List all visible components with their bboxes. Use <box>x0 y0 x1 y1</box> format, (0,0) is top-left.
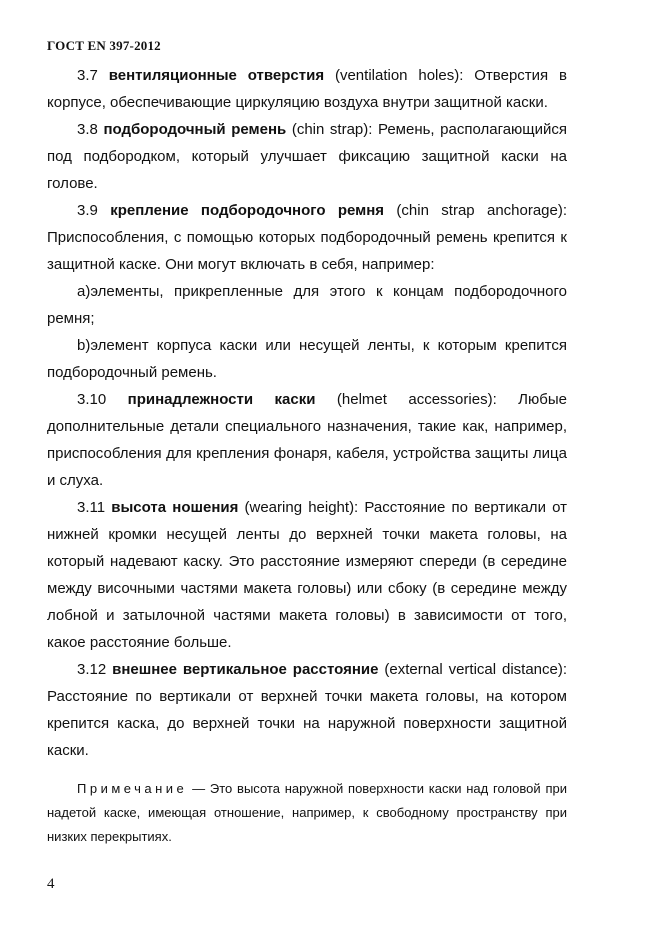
definition-text: (chin strap anchorage): Приспособления, с помощью которых подбородочный ремень крепится к защитной каске. Они могут включать в себя, например: <box>47 202 568 273</box>
definition-text: (helmet accessories): Любые дополнительные детали специального назначения, такие как, например, приспособления для крепления фонаря, кабеля, устройства защиты лица и слуха. <box>47 391 567 489</box>
definition-text: (external vertical distance): Расстояние по вертикали от верхней точки макета головы, на котором крепится каска, до верхней точки на наружной поверхности защитной каски. <box>47 661 568 759</box>
list-item-text: элемент корпуса каски или несущей ленты, к которым крепится подбородочный ремень. <box>47 337 567 381</box>
definition-term: внешнее вертикальное расстояние <box>112 661 379 678</box>
definition-3-10 <box>47 386 567 494</box>
definition-text: (wearing height): Расстояние по вертикали от нижней кромки несущей ленты до верхней точки макета головы, на который надевают каску. Это расстояние измеряют спереди (в середине между височными частями макета головы) или сбоку (в середине между лобной и затылочной частями макета головы) в зависимости от того, какое расстояние больше. <box>47 499 567 651</box>
definition-term: крепление подбородочного ремня <box>110 202 385 219</box>
page-number: 4 <box>47 876 55 892</box>
list-item-text: элементы, прикрепленные для этого к концам подбородочного ремня; <box>47 283 567 327</box>
definition-term: вентиляционные отверстия <box>108 67 325 84</box>
definition-text: (chin strap): Ремень, располагающийся под подбородком, который улучшает фиксацию защитной каски на голове. <box>47 121 568 192</box>
definition-number: 3.7 <box>77 67 98 84</box>
note-label: Примечание <box>77 781 188 796</box>
list-item-a <box>47 278 567 332</box>
note-text: — Это высота наружной поверхности каски над головой при надетой каске, имеющая отношение, например, к свободному пространству при низких перекрытиях. <box>47 781 567 844</box>
list-item-b <box>47 332 567 386</box>
definition-number: 3.8 <box>77 121 98 138</box>
definition-3-9 <box>47 197 567 278</box>
definition-number: 3.11 <box>77 499 106 516</box>
note-paragraph <box>47 777 567 849</box>
definition-term: принадлежности каски <box>127 391 316 408</box>
definition-term: высота ношения <box>111 499 239 516</box>
definition-number: 3.10 <box>77 391 107 408</box>
definition-text: (ventilation holes): Отверстия в корпусе, обеспечивающие циркуляцию воздуха внутри защитной каски. <box>47 67 567 111</box>
definition-term: подбородочный ремень <box>103 121 287 138</box>
definition-3-12 <box>47 656 567 764</box>
definition-3-8 <box>47 116 567 197</box>
definition-number: 3.12 <box>77 661 107 678</box>
document-header-code: ГОСТ EN 397-2012 <box>47 38 161 53</box>
definition-number: 3.9 <box>77 202 98 219</box>
list-item-marker: b) <box>77 337 91 354</box>
document-body <box>47 62 567 862</box>
definition-3-7 <box>47 62 567 116</box>
definition-3-11 <box>47 494 567 656</box>
list-item-marker: a) <box>77 283 91 300</box>
